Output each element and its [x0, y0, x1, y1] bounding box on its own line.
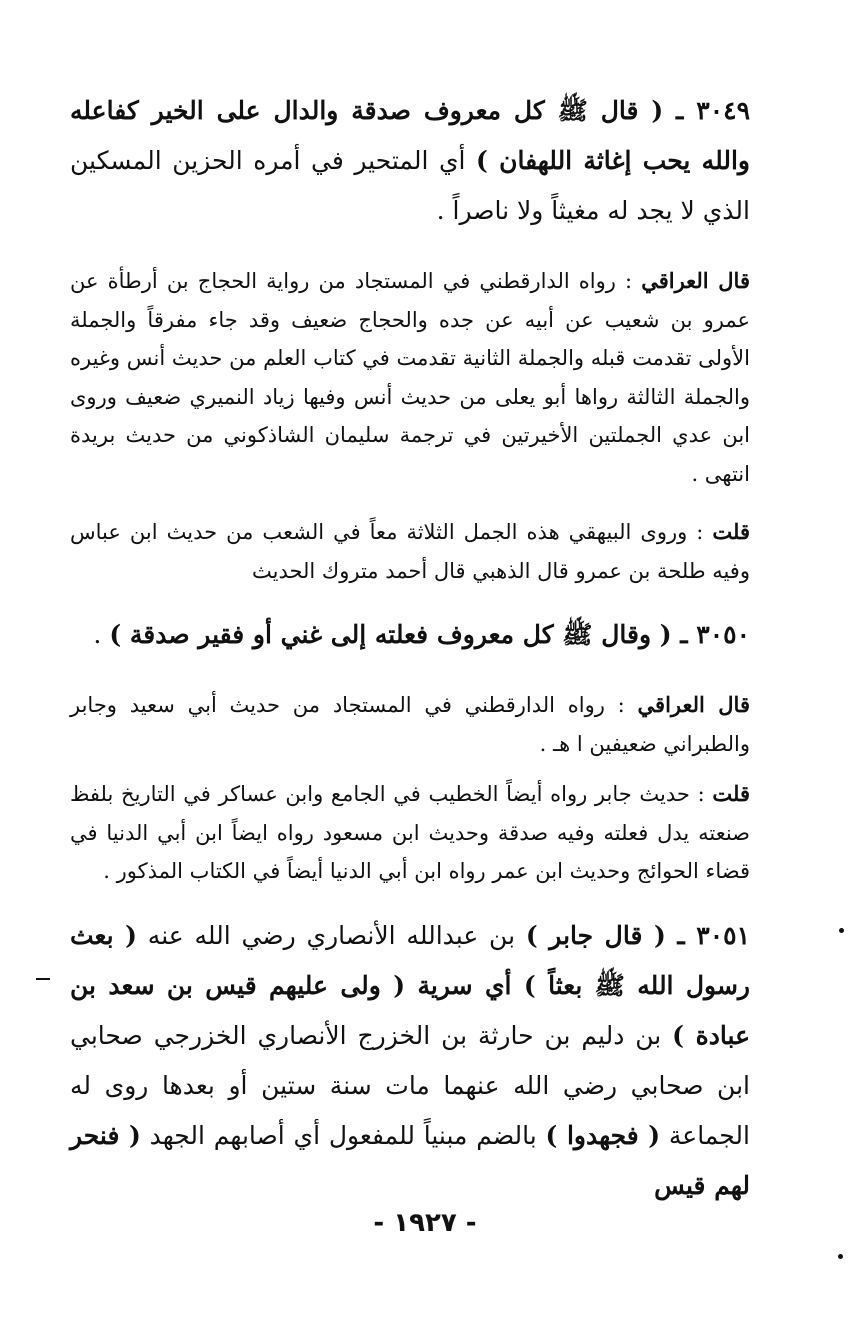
- margin-dash: [36, 978, 50, 980]
- entry-3049: [70, 86, 750, 236]
- entry-3051-hadith: ( بعث رسول الله ﷺ بعثاً ) أي سرية ( ولى عليهم قيس بن سعد بن عبادة ): [70, 920, 750, 1050]
- entry-3051: [70, 911, 750, 1211]
- qultu-label: قلت: [712, 519, 750, 544]
- entry-3051-hadith-end: ( فنحر لهم قيس: [70, 1120, 750, 1200]
- page-body: [70, 86, 750, 1211]
- margin-dot: [839, 928, 844, 933]
- entry-3051-explanation: بالضم مبنياً للمفعول أي أصابهم الجهد: [140, 1120, 546, 1150]
- qultu-note-3049: [70, 513, 750, 590]
- page-number: - ١٩٢٧ -: [373, 1208, 477, 1238]
- qultu-note-text: : وروى البيهقي هذه الجمل الثلاثة معاً في الشعب من حديث ابن عباس وفيه طلحة بن عمرو قال الذهبي قال أحمد متروك الحديث: [70, 520, 750, 583]
- iraqi-label: قال العراقي: [641, 268, 750, 293]
- entry-3050-lead: ٣٠٥٠ ـ ( وقال ﷺ كل معروف فعلته إلى غني أو فقير صدقة ): [109, 620, 750, 649]
- qultu-note-text: : حديث جابر رواه أيضاً الخطيب في الجامع وابن عساكر في التاريخ بلفظ صنعته يدل فعلته وفيه صدقة وحديث ابن مسعود رواه ايضاً ابن أبي الدنيا في قضاء الحوائج وحديث ابن عمر رواه ابن أبي الدنيا أيضاً في الكتاب المذكور .: [70, 782, 750, 883]
- qultu-note-3050: [70, 775, 750, 891]
- iraqi-label: قال العراقي: [637, 692, 750, 717]
- entry-3049-explanation: أي المتحير في أمره الحزين المسكين الذي لا يجد له مغيثاً ولا ناصراً .: [70, 146, 750, 225]
- entry-3051-narrator: بن عبدالله الأنصاري رضي الله عنه: [136, 920, 526, 950]
- entry-3051-lead: ٣٠٥١ ـ ( قال جابر ): [525, 920, 750, 950]
- iraqi-note-text: : رواه الدارقطني في المستجاد من رواية الحجاج بن أرطأة عن عمرو بن شعيب عن أبيه عن جده والحجاج ضعيف وقد جاء مفرقاً والجملة الأولى تقدمت قبله والجملة الثانية تقدمت في كتاب العلم من حديث أنس وغيره والجملة الثالثة رواها أبو يعلى من حديث أنس وفيها زياد النميري ضعيف وروى ابن عدي الجملتين الأخيرتين في ترجمة سليمان الشاذكوني من حديث بريدة انتهى .: [70, 269, 750, 486]
- entry-3051-biography: بن دليم بن حارثة بن الخزرج الأنصاري الخزرجي صحابي ابن صحابي رضي الله عنهما مات سنة ستين أو بعدها روى له الجماعة: [70, 1020, 750, 1150]
- iraqi-note-3049: [70, 262, 750, 493]
- iraqi-note-text: : رواه الدارقطني في المستجاد من حديث أبي سعيد وجابر والطبراني ضعيفين ا هـ .: [70, 693, 750, 756]
- margin-dot: [838, 1254, 843, 1259]
- entry-3049-lead: ٣٠٤٩ ـ ( قال ﷺ كل معروف صدقة والدال على الخير كفاعله والله يحب إغاثة اللهفان ): [70, 96, 750, 175]
- qultu-label: قلت: [712, 781, 750, 806]
- entry-3050-explanation: .: [93, 620, 110, 649]
- iraqi-note-3050: [70, 686, 750, 763]
- entry-3050: [70, 610, 750, 660]
- entry-3051-hadith-cont: ( فجهدوا ): [545, 1120, 661, 1150]
